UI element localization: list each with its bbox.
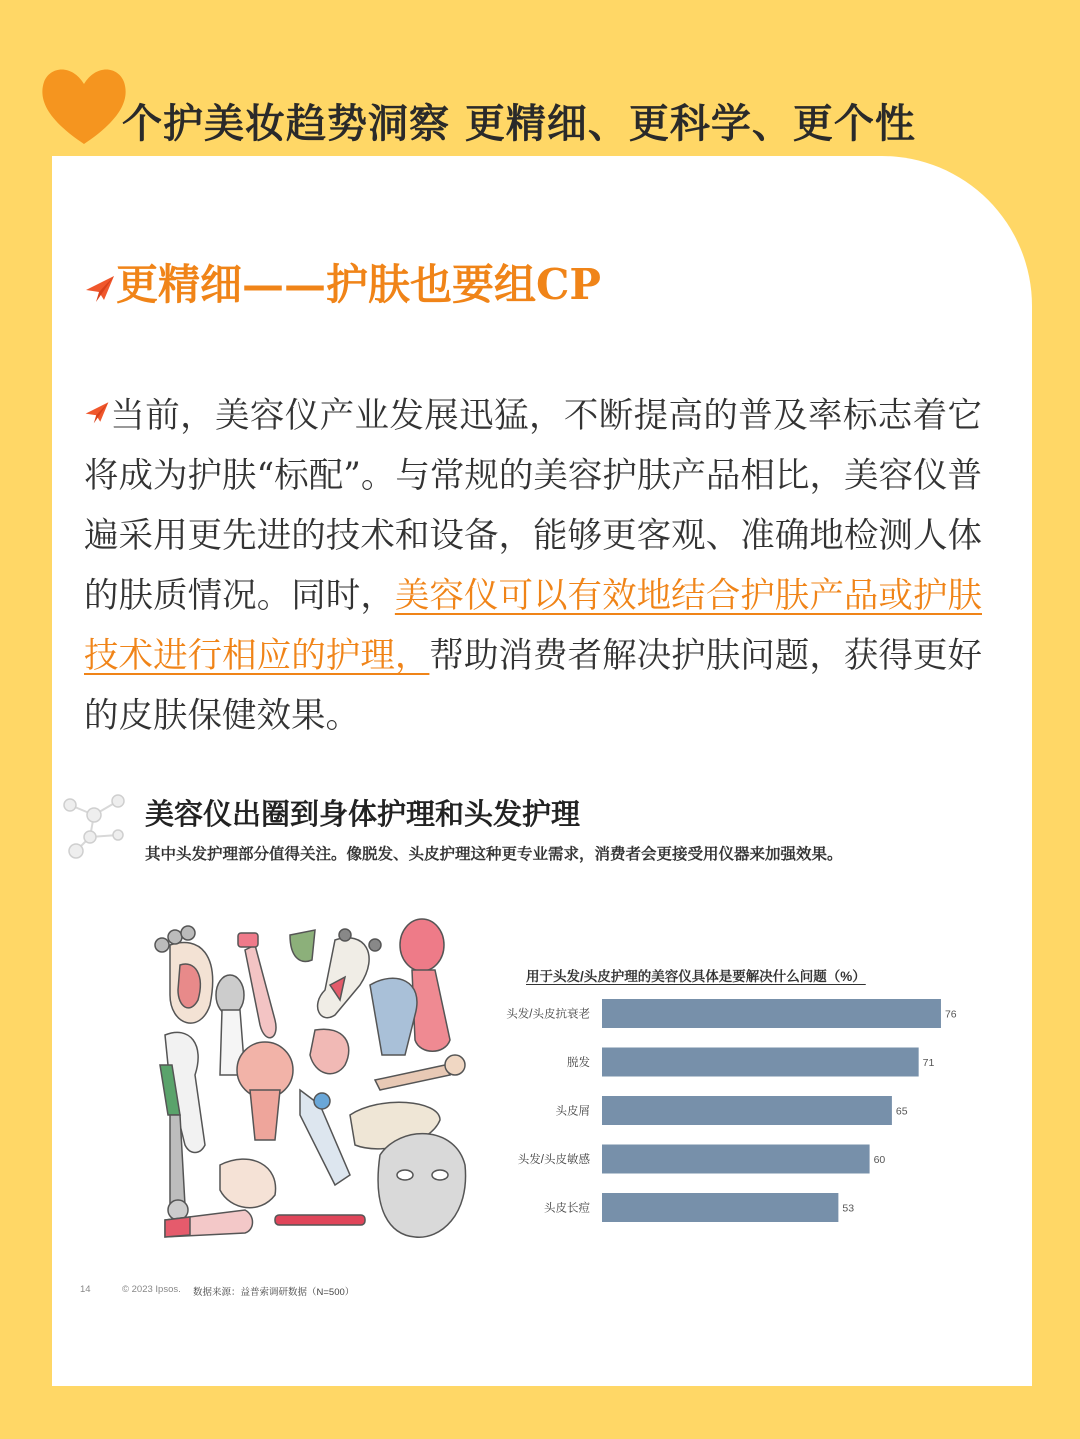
chart-title: 用于头发/头皮护理的美容仪具体是要解决什么问题（%） [526, 969, 866, 984]
figure-title: 美容仪出圈到身体护理和头发护理 [145, 799, 581, 831]
bar-value-label: 53 [842, 1202, 855, 1215]
body-paragraph [84, 386, 982, 746]
paragraph-text: 当前，美容仪产业发展迅猛，不断提高的普及率标志着它将成为护肤“标配”。与常规的美容护肤产品相比，美容仪普遍采用更先进的技术和设备，能够更客观、准确地检测人体的肤质情况。同时， [84, 396, 982, 616]
bar-category-label: 头发/头皮敏感 [517, 1154, 590, 1166]
figure-subtitle: 其中头发护理部分值得关注。像脱发、头皮护理这种更专业需求，消费者会更接受用仪器来加强效果。 [145, 846, 843, 863]
highlighted-text: 美容仪可以有效地结合护肤产品或护肤技术进行相应的护理， [84, 576, 982, 676]
bar-category-label: 头皮屑 [555, 1105, 590, 1118]
bar-value-label: 65 [895, 1105, 908, 1118]
molecule-icon [56, 785, 136, 865]
bar-category-label: 头皮长痘 [544, 1202, 590, 1215]
section-heading [84, 252, 784, 312]
bar [602, 999, 941, 1028]
bar [602, 1193, 838, 1222]
copyright: © 2023 Ipsos. [122, 1284, 181, 1295]
bar [602, 1048, 919, 1077]
bar-value-label: 76 [944, 1008, 957, 1021]
paragraph-text-end: 帮助消费者解决护肤问题，获得更好的皮肤保健效果。 [84, 636, 983, 736]
bar [602, 1145, 870, 1174]
page-title: 个护美妆趋势洞察 更精细、更科学、更个性 [122, 100, 916, 147]
heart-icon [38, 62, 130, 146]
bar [602, 1096, 892, 1125]
bar-category-label: 脱发 [567, 1057, 590, 1069]
paper-plane-icon [84, 272, 116, 304]
section-heading-text: 更精细——护肤也要组CP [116, 260, 602, 309]
bar-chart [470, 990, 990, 1230]
bar-value-label: 71 [922, 1057, 935, 1069]
bar-category-label: 头发/头皮抗衰老 [506, 1008, 590, 1021]
data-source: 数据来源：益普索调研数据（N=500） [193, 1287, 355, 1298]
beauty-devices-illustration [150, 915, 480, 1245]
paper-plane-icon [84, 399, 110, 425]
bar-value-label: 60 [873, 1154, 886, 1166]
page-number: 14 [80, 1284, 91, 1295]
